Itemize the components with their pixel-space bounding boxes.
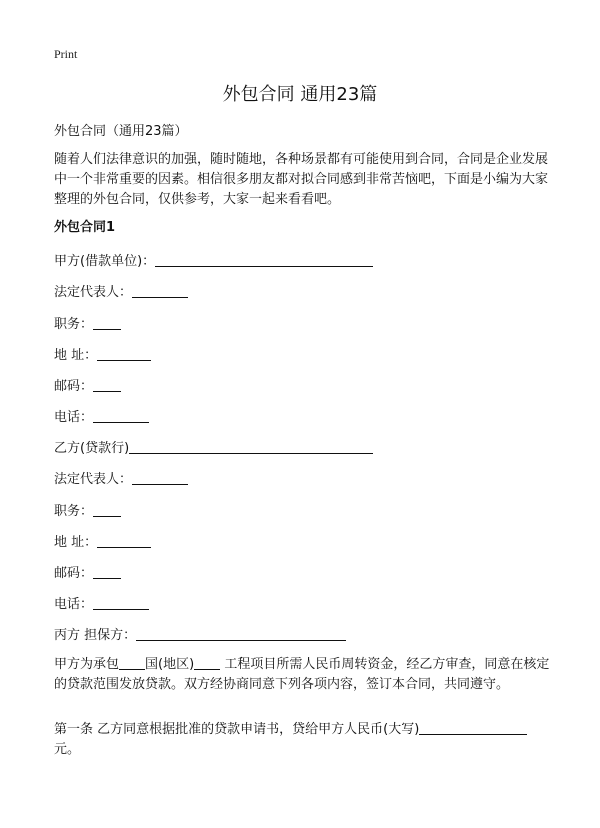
field-label: 法定代表人： xyxy=(54,285,133,300)
fill-blank xyxy=(419,721,527,735)
party-b-representative-field xyxy=(54,468,188,487)
clause-text: 工程项目所需人民币周转资金，经乙方审查，同意在核定的贷款范围发放贷款。双方经协商同意下列各项内容，签订本合同，共同遵守。 xyxy=(54,657,550,692)
fill-blank xyxy=(132,470,188,485)
article-one-paragraph xyxy=(54,720,550,760)
clause-intro-paragraph xyxy=(54,655,550,695)
field-label: 职务： xyxy=(54,317,94,332)
field-label: 法定代表人： xyxy=(54,472,133,487)
section-heading: 外包合同1 xyxy=(54,220,116,235)
field-label: 电话： xyxy=(54,597,94,612)
fill-blank xyxy=(93,315,121,330)
party-a-representative-field xyxy=(54,281,188,300)
intro-paragraph: 随着人们法律意识的加强，随时随地，各种场景都有可能使用到合同，合同是企业发展中一个非常重要的因素。相信很多朋友都对拟合同感到非常苦恼吧，下面是小编为大家整理的外包合同，仅供参考，大家一起来看看吧。 xyxy=(54,152,549,207)
party-a-postcode-field xyxy=(54,375,121,394)
party-a-phone-field xyxy=(54,406,149,425)
party-a-address-field xyxy=(54,344,151,363)
party-c-guarantor-field xyxy=(54,624,346,643)
fill-blank xyxy=(93,595,149,610)
fill-blank xyxy=(136,626,346,641)
party-a-position-field xyxy=(54,313,121,332)
field-label: 丙方 担保方： xyxy=(54,628,137,643)
print-link[interactable]: Print xyxy=(54,47,78,61)
fill-blank xyxy=(132,283,188,298)
party-b-phone-field xyxy=(54,593,149,612)
clause-text: 甲方为承包 xyxy=(54,657,120,672)
article-text: 第一条 乙方同意根据批准的贷款申请书，贷给甲方人民币(大写) xyxy=(54,722,420,737)
document-subtitle: 外包合同（通用23篇） xyxy=(54,124,188,139)
party-a-name-field xyxy=(54,250,373,269)
fill-blank xyxy=(97,346,151,361)
article-suffix: 元。 xyxy=(54,742,81,757)
field-label: 地 址： xyxy=(54,348,98,363)
field-label: 邮码： xyxy=(54,379,94,394)
fill-blank xyxy=(155,252,373,267)
field-label: 职务： xyxy=(54,504,94,519)
fill-blank xyxy=(93,502,121,517)
field-label: 甲方(借款单位)： xyxy=(54,254,156,269)
fill-blank xyxy=(119,656,145,670)
party-b-name-field xyxy=(54,437,373,456)
fill-blank xyxy=(194,656,220,670)
fill-blank xyxy=(93,564,121,579)
field-label: 乙方(贷款行) xyxy=(54,441,130,456)
party-b-position-field xyxy=(54,500,121,519)
clause-text: 国(地区) xyxy=(145,657,195,672)
fill-blank xyxy=(93,408,149,423)
field-label: 电话： xyxy=(54,410,94,425)
party-b-address-field xyxy=(54,531,151,550)
party-b-postcode-field xyxy=(54,562,121,581)
fill-blank xyxy=(97,533,151,548)
field-label: 地 址： xyxy=(54,535,98,550)
page-title: 外包合同 通用23篇 xyxy=(222,84,378,105)
fill-blank xyxy=(93,377,121,392)
field-label: 邮码： xyxy=(54,566,94,581)
fill-blank xyxy=(129,439,373,454)
